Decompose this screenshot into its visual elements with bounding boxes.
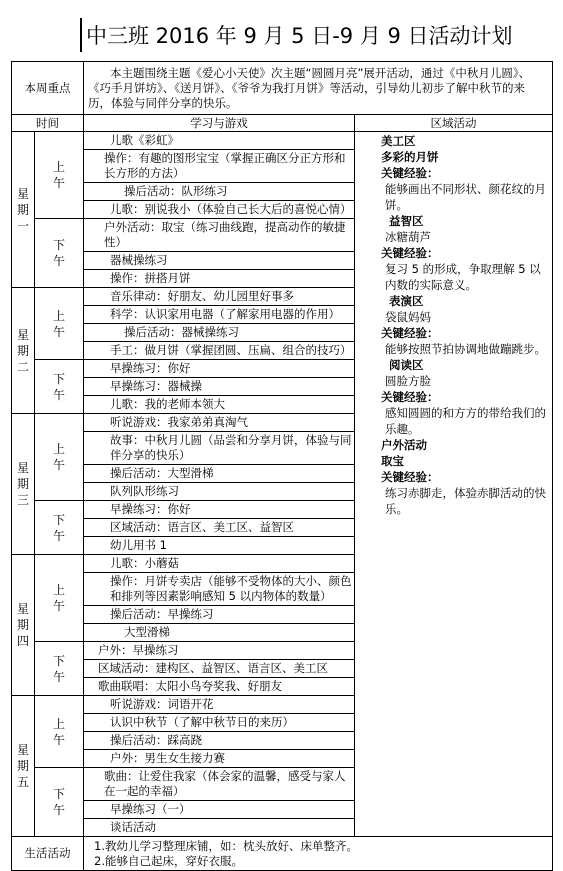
header-learning: 学习与游戏 [84,115,355,132]
activity-item: 音乐律动：好朋友、幼儿园里好事多 [84,288,355,306]
friday-pm-label: 下午 [35,768,84,837]
activity-item: 手工：做月饼（掌握团圆、压扁、组合的技巧） [84,342,355,360]
day-tuesday: 星期二 [12,288,35,414]
activity-item: 队列队形练习 [84,483,355,501]
activity-item: 歌曲联唱：太阳小鸟夸奖我、好朋友 [84,678,355,696]
tuesday-am-label: 上午 [35,288,84,360]
activity-item: 操后活动：大型滑梯 [84,465,355,483]
activity-item: 早操练习：器械操 [84,378,355,396]
area-key: 关键经验： [381,246,439,260]
activity-item: 科学：认识家用电器（了解家用电器的作用） [84,306,355,324]
activity-item: 户外：早操练习 [84,642,355,660]
area-name: 益智区 [389,214,424,228]
area-sub: 多彩的月饼 [381,150,439,164]
activity-item: 操作：拼搭月饼 [84,270,355,288]
weekly-focus-row [12,62,553,115]
tuesday-pm-label: 下午 [35,360,84,414]
thursday-am-label: 上午 [35,555,84,642]
thursday-pm-label: 下午 [35,642,84,696]
header-time: 时间 [12,115,84,132]
wednesday-pm-label: 下午 [35,501,84,555]
life-item: 1.教幼儿学习整理床铺，如：枕头放好、床单整齐。 [94,839,358,853]
activity-item: 故事：中秋月儿圆（品尝和分享月饼，体验与同伴分享的快乐） [84,432,355,465]
activity-item: 操作：月饼专卖店（能够不受物体的大小、颜色和排列等因素影响感知 5 以内物体的数量） [84,573,355,606]
friday-am-label: 上午 [35,696,84,768]
activity-item: 幼儿用书 1 [84,537,355,555]
weekly-focus-label: 本周重点 [12,62,84,115]
activity-item: 器械操练习 [84,252,355,270]
area-key: 关键经验： [381,390,439,404]
day-monday: 星期一 [12,132,35,288]
monday-pm-label: 下午 [35,219,84,288]
area-key: 关键经验： [381,166,439,180]
area-name: 阅读区 [389,358,424,372]
activity-item: 操后活动：踩高跷 [84,732,355,750]
document-title[interactable]: 中三班 2016 年 9 月 5 日-9 月 9 日活动计划 [86,24,513,48]
area-sub: 取宝 [381,454,404,468]
area-text: 能够画出不同形状、颜花纹的月饼。 [385,182,546,212]
activity-item: 儿歌《彩虹》 [84,132,355,150]
activity-item: 歌曲：让爱住我家（体会家的温馨，感受与家人在一起的幸福） [84,768,355,801]
activity-item: 早操练习：你好 [84,501,355,519]
area-sub: 圆脸方脸 [385,374,431,388]
area-text: 感知圆圆的和方方的带给我们的乐趣。 [385,406,546,436]
document-title-bar [0,14,563,58]
activity-item: 儿歌：小蘑菇 [84,555,355,573]
activity-item: 听说游戏：词语开花 [84,696,355,714]
activity-item: 区域活动：建构区、益智区、语言区、美工区 [84,660,355,678]
area-text: 能够按照节拍协调地做蹦跳步。 [385,342,546,356]
activity-item: 儿歌：我的老师本领大 [84,396,355,414]
weekly-focus-cell [84,62,553,115]
wednesday-am-label: 上午 [35,414,84,501]
header-row [12,115,553,132]
activity-item: 区域活动：语言区、美工区、益智区 [84,519,355,537]
text-cursor [80,18,82,52]
area-text: 练习赤脚走，体验赤脚活动的快乐。 [385,486,546,516]
day-thursday: 星期四 [12,555,35,696]
activity-item: 户外活动：取宝（练习曲线跑，提高动作的敏捷性） [84,219,355,252]
activity-item: 操后活动：早操练习 [84,606,355,624]
day-wednesday: 星期三 [12,414,35,555]
life-activities-cell [84,837,553,871]
activity-item: 认识中秋节（了解中秋节日的来历） [84,714,355,732]
activity-item: 户外：男生女生接力赛 [84,750,355,768]
area-sub: 袋鼠妈妈 [385,310,431,324]
life-activities-row [12,837,553,871]
area-text: 复习 5 的形成，争取理解 5 以内数的实际意义。 [385,262,541,292]
activity-item: 谈话活动 [84,819,355,837]
activity-item: 操后活动：器械操练习 [84,324,355,342]
monday-am-label: 上午 [35,132,84,219]
life-activities-label: 生活活动 [12,837,84,871]
area-name: 美工区 [381,134,416,148]
activity-plan-table [11,61,553,871]
area-activities-cell [355,132,553,837]
area-name: 户外活动 [381,438,427,452]
activity-item: 听说游戏：我家弟弟真淘气 [84,414,355,432]
area-key: 关键经验： [381,470,439,484]
life-item: 2.能够自己起床，穿好衣服。 [94,854,243,868]
area-key: 关键经验： [381,326,439,340]
day-friday: 星期五 [12,696,35,837]
activity-item: 早操练习（一） [84,801,355,819]
activity-item: 操作：有趣的图形宝宝（掌握正确区分正方形和长方形的方法） [84,150,355,183]
weekly-focus-text: 本主题围绕主题《爱心小天使》次主题“圆圆月亮”展开活动，通过《中秋月儿圆》、《巧手月饼坊》、《送月饼》、《爷爷为我打月饼》等活动，引导幼儿初步了解中秋节的来历，体验与同伴分享的快乐。 [88,66,531,110]
activity-item: 大型滑梯 [84,624,355,642]
activity-item: 儿歌：别说我小（体验自己长大后的喜悦心情） [84,201,355,219]
area-name: 表演区 [389,294,424,308]
activity-item: 早操练习：你好 [84,360,355,378]
header-area: 区域活动 [355,115,553,132]
area-sub: 冰糖葫芦 [385,230,431,244]
activity-item: 操后活动：队形练习 [84,183,355,201]
